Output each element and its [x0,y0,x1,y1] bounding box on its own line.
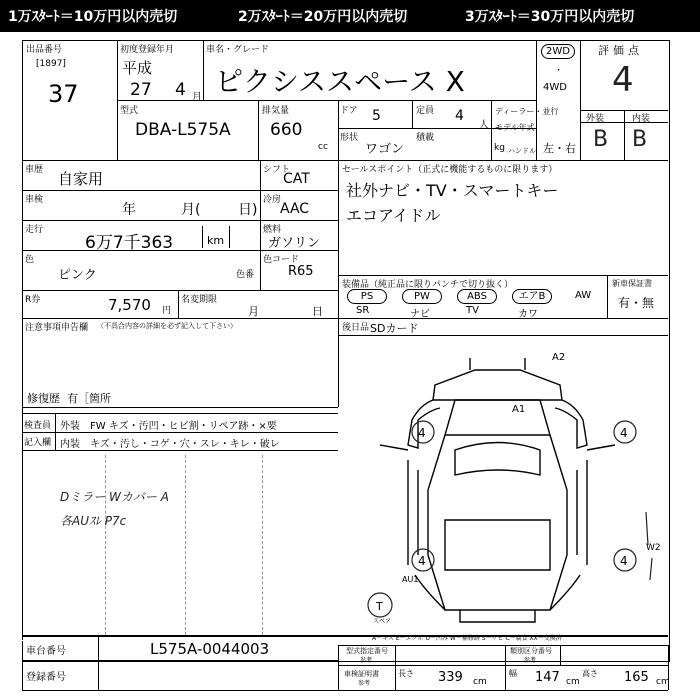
mark-au1: AU1 [402,575,419,584]
length-unit: cm [473,677,487,687]
fuel-label: 燃料 [263,225,282,235]
selling-points-line2: エコアイドル [346,206,441,225]
mileage-value: 6万7千363 [85,233,174,253]
dealer-label: ディーラー・並行 [495,107,559,116]
color-code-label: 色コード [263,255,300,265]
usage-label: 車歴 [25,165,44,175]
length-value: 339 [438,670,463,685]
frame-value: L575A-0044003 [150,640,270,658]
registration-month: 4 [175,80,186,100]
reg-no-label: 登録番号 [26,672,66,683]
width-unit: cm [566,677,580,687]
equipment-aw: AW [575,290,592,301]
shape-value: ワゴン [365,142,405,157]
certificate-label: 車検証明書 [344,670,379,678]
repair-label: 修復歴 [27,392,60,405]
warranty-value: 有・無 [618,296,655,310]
name-change-month: 月 [248,305,259,318]
registration-month-unit: 月 [192,92,202,103]
lot-label: 出品番号 [26,45,63,55]
inspection-label: 車検 [25,195,44,205]
equipment-ps: PS [347,289,387,304]
car-name: ピクシススペース X [215,65,465,98]
capacity-value: 4 [455,108,464,124]
inspector-row1-items: FW キズ・汚凹・ヒビ割・リペア跡・×要 [90,421,277,432]
car-name-label: 車名・グレード [206,45,270,55]
model-year-label: モデル年式 [495,123,535,132]
category-sub: 参考 [524,657,537,664]
equipment-airbag: エアB [512,289,552,304]
equipment-sr: SR [356,305,370,316]
color-value: ピンク [58,268,97,283]
category-label: 類別区分番号 [510,647,552,655]
notes-label: 注意事項申告欄 [25,323,89,333]
mark-w2: W2 [646,543,661,553]
color-no-label: 色番 [236,270,255,280]
mark-tire-fr: 4 [620,426,628,440]
car-damage-diagram [340,340,668,630]
fuel-value: ガソリン [268,236,321,251]
width-value: 147 [535,670,560,685]
displacement-label: 排気量 [262,106,290,116]
mileage-label: 走行 [25,225,44,235]
interior-label: 内装 [632,114,651,124]
aftermarket-value: SDカード [370,322,419,335]
mileage-unit: km [207,234,225,247]
name-change-label: 名変期限 [181,295,218,305]
designation-label: 型式指定番号 [346,647,388,655]
handwritten-note-2: 各AUｽﾚ P7c [60,514,127,528]
certificate-sub: 参考 [358,680,371,687]
inspector-row2-items: キズ・汚し・コゲ・穴・スレ・キレ・破レ [90,439,280,450]
shift-value: CAT [283,171,310,187]
handle-label: ハンドル [508,147,536,155]
recycle-unit: 円 [162,306,172,316]
handle-kg: kg [494,143,505,153]
designation-sub: 参考 [360,657,373,664]
damage-legend: A－キズ E－エクボ U－凹み W－補修跡 S－サビ C－腐食 XX－交換済 [372,635,562,642]
recycle-value: 7,570 [108,296,151,314]
equipment-pw: PW [402,289,442,304]
doors-value: 5 [372,108,381,124]
banner-item: 1万ｽﾀｰﾄ＝10万円以内売切 [8,9,178,25]
mark-tire-rr: 4 [620,554,628,568]
inspection-month: 月( [181,202,201,218]
aftermarket-label: 後日品 [342,323,370,333]
warranty-label: 新車保証書 [612,279,652,288]
exterior-grade: B [593,127,609,152]
usage-value: 自家用 [58,170,104,188]
handwritten-note-1: Dミラー Wカバー A [60,490,169,504]
inspector-label-1: 検査員 [24,421,52,431]
lot-code: [1897] [36,59,66,69]
mark-tire-fl: 4 [418,426,426,440]
lot-number: 37 [48,80,79,108]
inspection-year: 年 [122,202,136,218]
banner-item: 3万ｽﾀｰﾄ＝30万円以内売切 [465,9,635,25]
selling-points-line1: 社外ナビ・TV・スマートキー [346,181,559,200]
frame-label: 車台番号 [26,646,66,657]
color-label: 色 [25,255,35,265]
width-label: 幅 [509,669,517,678]
load-label: 積載 [416,133,435,143]
rating-label: 評価点 [598,44,643,57]
doors-label: ドア [340,106,358,116]
name-change-day: 日 [312,305,323,318]
shift-label: シフト [263,165,291,175]
drive-dot: ・ [554,66,564,76]
mark-tire-rl: 4 [418,554,426,568]
displacement-unit: cc [318,142,328,152]
inspection-day: 日) [238,202,258,218]
height-unit: cm [656,677,670,687]
recycle-label: R券 [25,295,41,305]
equipment-navi: ナビ [410,309,430,320]
model-label: 型式 [120,106,139,116]
drive-4wd: 4WD [543,82,567,93]
equipment-tv: TV [466,305,479,316]
capacity-unit: 人 [479,120,489,131]
equipment-label: 装備品（純正品に限りパンチで切り抜く） [342,280,514,290]
handle-value: 左・右 [543,142,576,155]
registration-label: 初度登録年月 [120,45,175,55]
inspector-row1-label: 外装 [60,421,80,432]
shape-label: 形状 [340,133,359,143]
mark-spare-t: T [376,600,383,613]
equipment-leather: カワ [518,309,538,320]
height-label: 高さ [582,669,598,678]
displacement-value: 660 [270,120,303,140]
notes-sub: （不具合内容の詳細を必ず記入して下さい） [97,322,237,330]
ac-label: 冷房 [263,195,282,205]
repair-value: 有［箇所 [67,392,111,405]
header-banner [0,0,700,32]
exterior-label: 外装 [586,114,605,124]
interior-grade: B [632,127,648,152]
mark-a2: A2 [552,352,566,363]
color-code-value: R65 [288,264,314,279]
ac-value: AAC [280,201,310,217]
mark-spare-label: スペア [373,618,392,625]
equipment-abs: ABS [457,289,497,304]
model-value: DBA-L575A [135,120,231,140]
selling-points-label: セールスポイント（正式に機能するものに限ります） [342,165,558,175]
registration-era: 平成 [122,59,153,77]
mark-a1: A1 [512,404,526,415]
registration-year: 27 [130,80,152,100]
inspector-label-2: 記入欄 [24,438,52,448]
banner-item: 2万ｽﾀｰﾄ＝20万円以内売切 [238,9,408,25]
length-label: 長さ [398,669,414,678]
capacity-label: 定員 [416,106,435,116]
height-value: 165 [624,670,649,685]
rating-score: 4 [612,60,634,100]
drive-2wd-badge: 2WD [541,44,575,59]
inspector-row2-label: 内装 [60,439,80,450]
